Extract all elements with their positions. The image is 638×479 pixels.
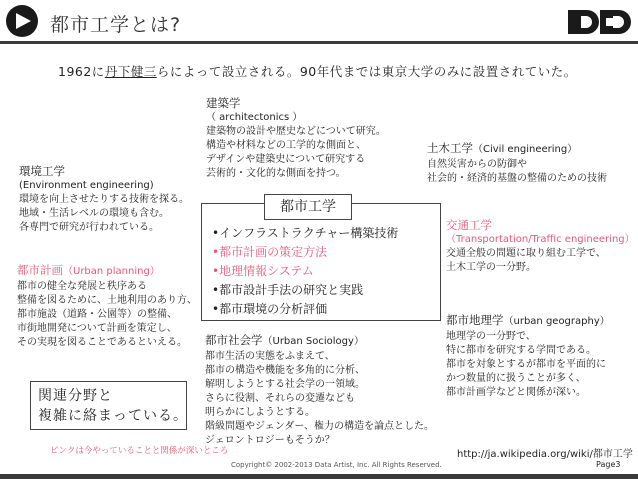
civil-heading <box>427 140 607 158</box>
center-item: •都市設計手法の研究と実践 <box>212 283 364 297</box>
sociology-line: 階級問題やジェンダー、権力の構造を論点とした。 <box>205 421 434 432</box>
civil-engineering-block <box>427 140 607 186</box>
urban-planning-line: 都市施設（道路・公園等）の整備、 <box>17 309 177 320</box>
architecture-line: 構造や材料などの工学的な側面と、 <box>206 140 366 151</box>
environment-line: 各専門で研究が行われている。 <box>19 222 159 233</box>
environment-line: 環境を向上させたりする技術を探る。 <box>19 194 189 205</box>
pink-legend-note: ピンクは今やっていることと関係が深いところ <box>50 446 229 456</box>
sociology-line: 都市の構造や機能を多角的に分析、 <box>205 365 365 376</box>
transportation-title: 交通工学 <box>446 218 492 232</box>
brand-logo <box>566 6 632 38</box>
related-line: 関連分野と <box>38 388 113 404</box>
footer-rule <box>0 474 638 479</box>
founder-name: 丹下健三 <box>104 64 157 79</box>
geography-line: 都市計画学などと関係が深い。 <box>446 387 586 398</box>
intro-prefix: 1962に <box>58 64 105 79</box>
urban-planning-block <box>17 262 197 350</box>
sociology-line: さらに役割、それらの変遷なども <box>205 393 355 404</box>
page-number: Page3 <box>596 460 621 469</box>
intro-suffix: らによって設立される。90年代までは東京大学のみに設置されていた。 <box>156 64 577 79</box>
copyright-text: Copyright© 2002-2013 Data Artist, Inc. All Rights Reserved. <box>231 461 442 469</box>
urban-planning-line: 市街地開発について計画を策定し、 <box>17 323 177 334</box>
sociology-line: 都市生活の実態をふまえて、 <box>205 351 335 362</box>
urban-planning-title: 都市計画 <box>17 263 63 277</box>
environment-block <box>19 163 189 235</box>
center-item: •都市計画の策定方法 <box>212 245 328 259</box>
related-line: 複雑に絡まっている。 <box>38 408 188 424</box>
transportation-line: 交通全般の問題に取り組む工学で、 <box>446 248 606 259</box>
intro-text <box>58 62 577 80</box>
center-item: •地理情報システム <box>212 264 314 278</box>
urban-planning-line: 都市の健全な発展と秩序ある <box>17 281 147 292</box>
sociology-title: 都市社会学 <box>205 333 263 347</box>
urban-planning-heading <box>17 262 197 280</box>
sociology-line: 明らかにしようとする。 <box>205 407 315 418</box>
geography-line: かつ数量的に扱うことが多く、 <box>446 373 586 384</box>
geography-line: 地理学の一分野で、 <box>446 331 536 342</box>
urban-planning-line: その実現を図ることであるといえる。 <box>17 337 187 348</box>
geography-heading <box>446 312 610 330</box>
urban-planning-line: 整備を図るために、土地利用のあり方、 <box>17 295 197 306</box>
civil-line: 社会的・経済的基盤の整備のための技術 <box>427 173 607 184</box>
center-item: •インフラストラクチャー構築技術 <box>212 226 399 240</box>
urban-geography-block <box>446 312 610 400</box>
environment-line: 地域・生活レベルの環境も含む。 <box>19 208 169 219</box>
center-item: •都市環境の分析評価 <box>212 302 328 316</box>
architecture-line: 芸術的・文化的な側面を持つ。 <box>206 168 346 179</box>
urban-sociology-block <box>205 332 434 448</box>
sociology-line: ジェロントロジーもそうか？ <box>205 435 335 446</box>
geography-line: 特に都市を研究する学問である。 <box>446 345 596 356</box>
slide-title: 都市工学とは? <box>50 14 182 36</box>
civil-title: 土木工学 <box>427 141 473 155</box>
architecture-block <box>206 95 386 181</box>
sociology-subtitle: （Urban Sociology） <box>262 336 364 347</box>
geography-title: 都市地理学 <box>446 313 504 327</box>
architecture-subtitle: （ architectonics ） <box>206 112 303 123</box>
center-topic-label: 都市工学 <box>264 194 352 220</box>
geography-line: 都市を対象とするが都市を平面的に <box>446 359 606 370</box>
geography-subtitle: （urban geography） <box>503 316 610 327</box>
architecture-title: 建築学 <box>206 96 241 110</box>
play-icon[interactable] <box>5 4 39 38</box>
wikipedia-link[interactable]: http://ja.wikipedia.org/wiki/都市工学 <box>457 449 633 460</box>
civil-subtitle: （Civil engineering） <box>473 144 578 155</box>
sociology-heading <box>205 332 434 350</box>
environment-subtitle: (Environment engineering) <box>19 180 154 191</box>
center-topic-list <box>212 224 398 319</box>
transportation-block <box>446 217 635 275</box>
sociology-line: 解明しようとする社会学の一領域。 <box>205 379 365 390</box>
civil-line: 自然災害からの防御や <box>427 159 527 170</box>
architecture-line: デザインや建築史について研究する <box>206 154 366 165</box>
environment-title: 環境工学 <box>19 164 65 178</box>
transportation-subtitle: （Transportation/Traffic engineering） <box>446 234 635 245</box>
transportation-line: 土木工学の一分野。 <box>446 262 536 273</box>
related-fields-text <box>38 386 188 426</box>
architecture-line: 建築物の設計や歴史などについて研究。 <box>206 126 386 137</box>
urban-planning-subtitle: （Urban planning） <box>63 266 160 277</box>
